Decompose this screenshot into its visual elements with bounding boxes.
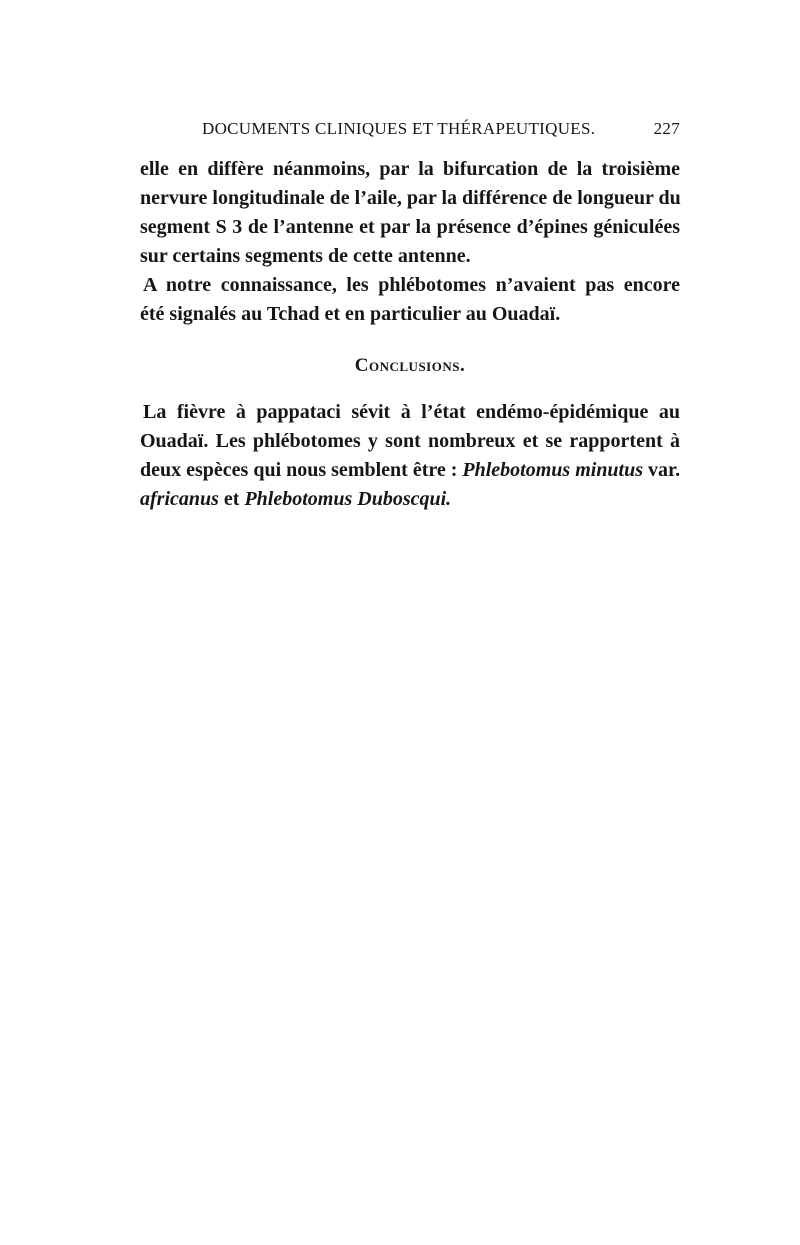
body-text-conclusions <box>140 398 680 514</box>
section-heading: Conclusions. <box>354 355 466 376</box>
species-name-minutus: Phlebotomus minutus <box>462 459 644 481</box>
species-name-duboscqui: Phlebotomus Duboscqui. <box>244 488 452 510</box>
paragraph-3-line-1: La fièvre à pappataci sévit à l’état endémo-épidémique au <box>143 401 680 423</box>
running-head-title: DOCUMENTS CLINIQUES ET THÉRAPEUTIQUES. <box>202 119 596 138</box>
paragraph-3-line-2: Ouadaï. Les phlébotomes y sont nombreux et se rapportent à <box>140 430 680 452</box>
paragraph-3-line-3-suffix: var. <box>648 459 681 481</box>
paragraph-1-line-4: sur certains segments de cette antenne. <box>140 245 471 267</box>
paragraph-3-line-3-prefix: deux espèces qui nous semblent être : <box>140 459 458 481</box>
running-head <box>140 119 680 143</box>
variety-name-africanus: africanus <box>140 488 219 510</box>
paragraph-3-line-4-mid: et <box>223 488 240 510</box>
paragraph-1-line-1: elle en diffère néanmoins, par la bifurcation de la troisième <box>140 158 680 180</box>
paragraph-2-line-1: A notre connaissance, les phlébotomes n’avaient pas encore <box>143 274 680 296</box>
body-text-top <box>140 155 680 329</box>
paragraph-3-line-3 <box>140 456 680 485</box>
paragraph-2-line-2: été signalés au Tchad et en particulier au Ouadaï. <box>140 303 561 325</box>
page-number: 227 <box>653 119 680 138</box>
paragraph-1-line-2: nervure longitudinale de l’aile, par la différence de longueur du <box>140 187 681 209</box>
paragraph-3-line-4 <box>140 485 680 514</box>
paragraph-1-line-3: segment S 3 de l’antenne et par la présence d’épines géniculées <box>140 216 680 238</box>
